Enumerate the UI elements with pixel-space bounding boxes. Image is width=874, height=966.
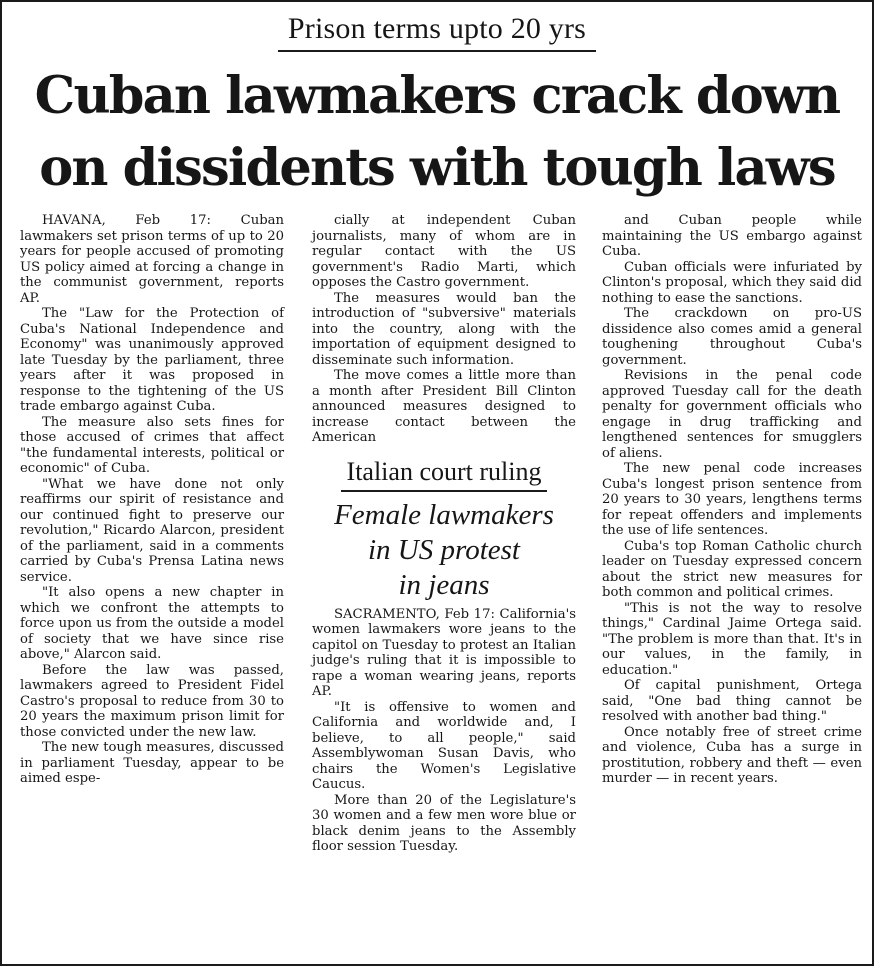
paragraph: The move comes a little more than a month after President Bill Clinton announced measures designed to increase contact between the American: [312, 368, 576, 445]
kicker-area: [2, 2, 872, 56]
sidebar-story: [312, 456, 576, 855]
paragraph: "It also opens a new chapter in which we confront the attempts to force upon us from the outside a model of society that we have since rise above," Alarcon said.: [20, 585, 284, 662]
paragraph: Revisions in the penal code approved Tuesday call for the death penalty for government officials who engage in drug trafficking and lengthened sentences for smugglers of aliens.: [602, 368, 862, 461]
paragraph: More than 20 of the Legislature's 30 women and a few men wore blue or black denim jeans to the Assembly floor session Tuesday.: [312, 792, 576, 854]
paragraph: The measure also sets fines for those accused of crimes that affect "the fundamental interests, political or economic" of Cuba.: [20, 414, 284, 476]
sidebar-header: [312, 456, 576, 603]
sidebar-headline-line-2: in US protest: [368, 533, 520, 566]
paragraph: Of capital punishment, Ortega said, "One bad thing cannot be resolved with another bad thing.": [602, 678, 862, 724]
headline-line-1: Cuban lawmakers crack down: [34, 66, 840, 126]
sidebar-headline: [312, 498, 576, 603]
headline-line-2: on dissidents with tough laws: [39, 138, 835, 198]
paragraph: The new penal code increases Cuba's longest prison sentence from 20 years to 30 years, lengthens terms for repeat offenders and implements the use of life sentences.: [602, 461, 862, 538]
paragraph: The new tough measures, discussed in parliament Tuesday, appear to be aimed espe-: [20, 740, 284, 786]
article-column-3: [602, 213, 862, 787]
paragraph: HAVANA, Feb 17: Cuban lawmakers set prison terms of up to 20 years for people accused of promoting US policy aimed at forcing a change in the communist government, reports AP.: [20, 213, 284, 306]
paragraph: The measures would ban the introduction of "subversive" materials into the country, along with the importation of equipment designed to disseminate such information.: [312, 290, 576, 368]
paragraph: Before the law was passed, lawmakers agreed to President Fidel Castro's proposal to reduce from 30 to 20 years the maximum prison limit for those convicted under the new law.: [20, 662, 284, 740]
article-column-2: [312, 213, 576, 855]
paragraph: "What we have done not only reaffirms our spirit of resistance and our continued fight to preserve our revolution," Ricardo Alarcon, president of the parliament, said in a comments carried by Cuba's Prensa Latina news service.: [20, 476, 284, 585]
article-column-1: [20, 213, 284, 787]
paragraph: cially at independent Cuban journalists, many of whom are in regular contact with the US government's Radio Marti, which opposes the Castro government.: [312, 213, 576, 290]
paragraph: The "Law for the Protection of Cuba's National Independence and Economy" was unanimously approved late Tuesday by the parliament, three years after it was proposed in response to the tightening of the US trade embargo against Cuba.: [20, 306, 284, 414]
paragraph: The crackdown on pro-US dissidence also comes amid a general toughening throughout Cuba's government.: [602, 306, 862, 368]
paragraph: SACRAMENTO, Feb 17: California's women lawmakers wore jeans to the capitol on Tuesday to protest an Italian judge's ruling that it is impossible to rape a woman wearing jeans, reports AP.: [312, 606, 576, 699]
sidebar-headline-line-1: Female lawmakers: [334, 498, 554, 531]
kicker: Prison terms upto 20 yrs: [278, 10, 596, 52]
paragraph: "This is not the way to resolve things," Cardinal Jaime Ortega said. "The problem is more than that. It's in our values, in the family, in education.": [602, 600, 862, 678]
sidebar-kicker: Italian court ruling: [341, 456, 548, 492]
paragraph: Cuba's top Roman Catholic church leader on Tuesday expressed concern about the strict new measures for both common and political crimes.: [602, 538, 862, 600]
paragraph: Once notably free of street crime and violence, Cuba has a surge in prostitution, robbery and theft — even murder — in recent years.: [602, 724, 862, 786]
headline: [2, 60, 872, 204]
sidebar-headline-line-3: in jeans: [398, 568, 490, 601]
paragraph: "It is offensive to women and California and worldwide and, I believe, to all people," said Assemblywoman Susan Davis, who chairs the Women's Legislative Caucus.: [312, 699, 576, 792]
paragraph: Cuban officials were infuriated by Clinton's proposal, which they said did nothing to ease the sanctions.: [602, 259, 862, 306]
paragraph: and Cuban people while maintaining the US embargo against Cuba.: [602, 213, 862, 259]
